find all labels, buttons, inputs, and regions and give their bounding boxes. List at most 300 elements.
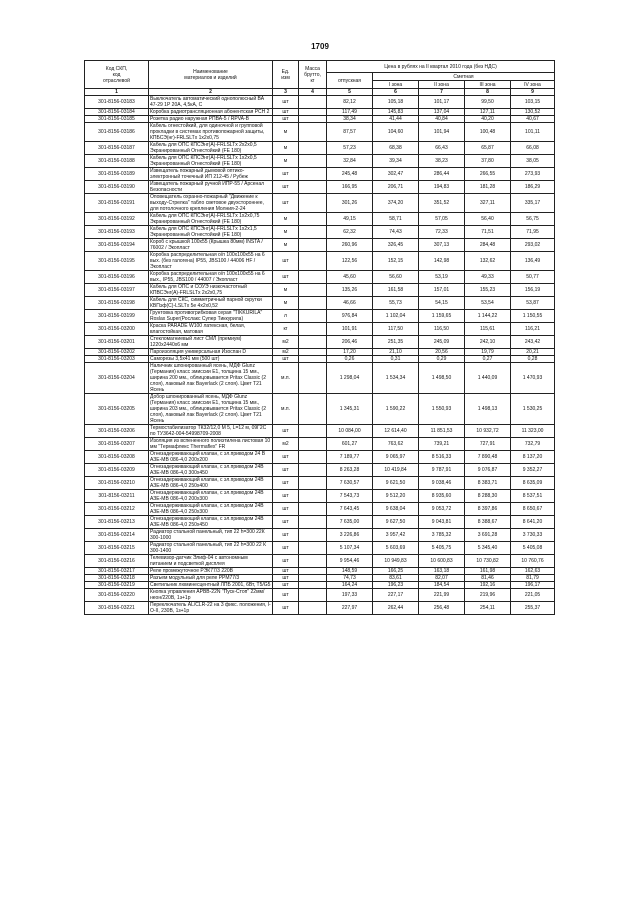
row-release-price: 57,23 [327,142,373,155]
row-zone-1-price: 145,83 [373,109,419,116]
row-code: 301-8156-03207 [85,438,149,451]
row-zone-1-price: 152,15 [373,252,419,271]
row-mass [299,568,327,575]
row-zone-1-price: 9 065,97 [373,451,419,464]
row-name: Стекломагниевый лист СМЛ (премиум) 1220x2440x6 мм [149,336,273,349]
row-unit: м [273,226,299,239]
row-mass [299,349,327,356]
row-release-price: 301,26 [327,194,373,213]
row-zone-4-price: 116,21 [511,323,555,336]
row-zone-1-price: 1 102,04 [373,310,419,323]
row-zone-1-price: 9 627,50 [373,516,419,529]
row-release-price: 7 630,57 [327,477,373,490]
row-unit: шт [273,356,299,363]
row-unit: шт [273,271,299,284]
row-mass [299,323,327,336]
row-code: 301-8156-03199 [85,310,149,323]
row-zone-2-price: 221,99 [419,589,465,602]
row-zone-4-price: 56,75 [511,213,555,226]
table-row [85,123,555,142]
row-zone-4-price: 162,63 [511,568,555,575]
row-zone-4-price: 20,21 [511,349,555,356]
row-unit: шт [273,168,299,181]
table-row [85,542,555,555]
row-zone-3-price: 49,33 [465,271,511,284]
row-mass [299,555,327,568]
row-code: 301-8156-03191 [85,194,149,213]
row-zone-1-price: 262,44 [373,602,419,615]
row-zone-2-price: 11 851,53 [419,425,465,438]
row-release-price: 45,60 [327,271,373,284]
row-zone-1-price: 41,44 [373,116,419,123]
row-unit: шт [273,490,299,503]
row-zone-3-price: 266,55 [465,168,511,181]
row-release-price: 17,20 [327,349,373,356]
column-number: 4 [299,89,327,96]
row-code: 301-8156-03185 [85,116,149,123]
row-name: Огнезадерживающий клапан, с эл.приводом 24В АЗЕ-МВ 086-4,0 200x300 [149,490,273,503]
row-code: 301-8156-03209 [85,464,149,477]
row-zone-4-price: 8 137,20 [511,451,555,464]
row-unit: шт [273,542,299,555]
table-row [85,464,555,477]
header-zone-1: I зона [373,81,419,89]
row-zone-4-price: 255,37 [511,602,555,615]
row-unit: шт [273,181,299,194]
row-zone-1-price: 21,10 [373,349,419,356]
row-unit: шт [273,116,299,123]
row-code: 301-8156-03212 [85,503,149,516]
row-unit: м.п. [273,394,299,425]
header-unit: Ед. изм [273,61,299,89]
row-zone-4-price: 8 641,20 [511,516,555,529]
row-zone-3-price: 132,62 [465,252,511,271]
row-zone-4-price: 186,29 [511,181,555,194]
row-zone-2-price: 194,83 [419,181,465,194]
row-unit: шт [273,503,299,516]
row-name: Телевизор-датчик Элиф-04 с автономным питанием и подсветкой дисплея [149,555,273,568]
row-zone-3-price: 254,11 [465,602,511,615]
row-zone-2-price: 10 600,83 [419,555,465,568]
row-release-price: 1 298,04 [327,363,373,394]
table-row [85,142,555,155]
row-zone-2-price: 38,23 [419,155,465,168]
table-row [85,582,555,589]
row-zone-4-price: 10 760,76 [511,555,555,568]
row-name: Выключатель автоматический однополюсный ВА 47-29 1Р 20А, 4,5кА, С [149,96,273,109]
row-zone-3-price: 10 932,72 [465,425,511,438]
row-release-price: 7 189,77 [327,451,373,464]
row-zone-2-price: 9 787,91 [419,464,465,477]
table-row [85,239,555,252]
table-row [85,490,555,503]
row-mass [299,297,327,310]
table-row [85,168,555,181]
row-name: Краска PARADE W100 латексная, белая, влагостойкая, матовая [149,323,273,336]
row-zone-3-price: 8 388,67 [465,516,511,529]
row-name: Извещатель пожарный дымовой оптико-электронный точечный ИП 212-45 / Рубеж [149,168,273,181]
table-row [85,425,555,438]
row-zone-3-price: 40,20 [465,116,511,123]
row-zone-2-price: 5 405,75 [419,542,465,555]
row-zone-2-price: 739,21 [419,438,465,451]
table-row [85,589,555,602]
row-zone-2-price: 8 935,60 [419,490,465,503]
row-unit: шт [273,464,299,477]
table-row [85,194,555,213]
row-zone-4-price: 221,05 [511,589,555,602]
row-zone-1-price: 763,62 [373,438,419,451]
row-zone-3-price: 219,96 [465,589,511,602]
row-unit: шт [273,109,299,116]
row-zone-3-price: 65,87 [465,142,511,155]
row-zone-3-price: 9 076,87 [465,464,511,477]
row-zone-1-price: 12 614,40 [373,425,419,438]
row-mass [299,464,327,477]
column-number: 3 [273,89,299,96]
table-row [85,109,555,116]
row-name: Кабель для ОПС КПСЭнг(А)-FRLSLTх 1x2x1,5 Экранированный Огнестойкий (FE 180) [149,226,273,239]
column-number: 6 [373,89,419,96]
row-zone-2-price: 54,15 [419,297,465,310]
row-unit: шт [273,96,299,109]
row-zone-2-price: 3 785,32 [419,529,465,542]
row-name: Короб с крышкой 100x55 (Крышка 80мм) INSTA / 76002 / Экоплаcт [149,239,273,252]
row-zone-1-price: 9 638,04 [373,503,419,516]
table-row [85,555,555,568]
row-zone-2-price: 40,84 [419,116,465,123]
row-zone-2-price: 53,19 [419,271,465,284]
row-zone-4-price: 1 530,25 [511,394,555,425]
row-code: 301-8156-03190 [85,181,149,194]
row-zone-3-price: 5 345,40 [465,542,511,555]
row-zone-2-price: 245,09 [419,336,465,349]
table-row [85,213,555,226]
row-mass [299,226,327,239]
row-name: Огнезадерживающий клапан, с эл.приводом 24В АЗЕ-МВ 086-4,0 250x450 [149,516,273,529]
row-mass [299,123,327,142]
row-mass [299,490,327,503]
row-mass [299,116,327,123]
row-release-price: 227,97 [327,602,373,615]
row-unit: шт [273,555,299,568]
row-code: 301-8156-03214 [85,529,149,542]
row-code: 301-8156-03183 [85,96,149,109]
row-release-price: 101,91 [327,323,373,336]
row-code: 301-8156-03213 [85,516,149,529]
row-mass [299,181,327,194]
row-release-price: 9 954,46 [327,555,373,568]
row-name: Грунтовка противогрибковая серая "TIKKURILA" Roslax Super(Рослакс Супер Тиккурила) [149,310,273,323]
row-release-price: 122,56 [327,252,373,271]
header-zone-2: II зона [419,81,465,89]
table-row [85,336,555,349]
table-row [85,116,555,123]
row-zone-4-price: 196,17 [511,582,555,589]
row-name: Радиатор стальной панельный, тип 22 h=300 22 К 300-1400 [149,542,273,555]
table-row [85,284,555,297]
page-number: 1709 [311,42,329,51]
row-zone-2-price: 20,56 [419,349,465,356]
row-unit: м [273,284,299,297]
row-zone-3-price: 242,10 [465,336,511,349]
row-zone-3-price: 81,46 [465,575,511,582]
table-row [85,349,555,356]
row-mass [299,516,327,529]
row-release-price: 1 345,31 [327,394,373,425]
row-name: Саморезы 3,5х41 мм (500 шт) [149,356,273,363]
row-unit: м2 [273,336,299,349]
row-zone-2-price: 101,17 [419,96,465,109]
row-release-price: 245,48 [327,168,373,181]
table-row [85,516,555,529]
row-zone-4-price: 243,42 [511,336,555,349]
row-release-price: 82,12 [327,96,373,109]
row-code: 301-8156-03205 [85,394,149,425]
table-row [85,181,555,194]
row-name: Переключатель AL/CLR-22 на 3 фикс. положения, I-O-II, 230В, 1з+1р [150,602,271,614]
row-zone-1-price: 55,73 [373,297,419,310]
row-unit: м2 [273,438,299,451]
row-zone-1-price: 1 534,34 [373,363,419,394]
row-zone-2-price: 66,43 [419,142,465,155]
row-zone-2-price: 116,50 [419,323,465,336]
row-name: Пароизоляция универсальная Изоспан D [149,349,273,356]
row-zone-4-price: 8 635,09 [511,477,555,490]
row-zone-4-price: 81,79 [511,575,555,582]
row-zone-4-price: 130,52 [511,109,555,116]
row-release-price: 49,15 [327,213,373,226]
row-zone-3-price: 155,23 [465,284,511,297]
row-mass [299,252,327,271]
table-row [85,271,555,284]
row-unit: м.п. [273,363,299,394]
table-row [85,96,555,109]
row-name: Светильник люминесцентный ЛПБ 2001, 6Вт, Т5/G5 [149,582,273,589]
row-code: 301-8156-03194 [85,239,149,252]
row-zone-3-price: 7 890,48 [465,451,511,464]
row-name: Изоляция из вспененного полиэтилена листовая 10 мм "Термафлекс Thermaflex" FR [149,438,273,451]
table-row [85,602,555,615]
row-zone-3-price: 1 498,13 [465,394,511,425]
row-unit: м2 [273,349,299,356]
row-zone-3-price: 8 288,30 [465,490,511,503]
row-unit: кг [273,323,299,336]
row-mass [299,239,327,252]
header-mass: Масса брутто, кг [299,61,327,89]
row-code: 301-8156-03220 [85,589,149,602]
table-row [85,503,555,516]
row-release-price: 7 643,45 [327,503,373,516]
row-zone-2-price: 57,05 [419,213,465,226]
row-name: Добор шпонированный ясень, МДФ Glunz (Германия) класс эмиссии Е1, толщина 15 мм., ширина 203 мм., облицовывается Pritax Classic (2 слоя), лаковый лак Bayerlack (2 слоя). Цвет Т21 Ясень [149,394,273,425]
row-zone-1-price: 9 621,50 [373,477,419,490]
row-code: 301-8156-03221 [85,602,149,615]
table-row [85,394,555,425]
row-zone-1-price: 166,25 [373,568,419,575]
row-zone-3-price: 1 144,22 [465,310,511,323]
column-number: 9 [511,89,555,96]
row-zone-4-price: 293,02 [511,239,555,252]
table-row [85,529,555,542]
row-zone-4-price: 9 352,27 [511,464,555,477]
row-zone-4-price: 0,28 [511,356,555,363]
row-code: 301-8156-03201 [85,336,149,349]
row-code: 301-8156-03186 [85,123,149,142]
row-code: 301-8156-03195 [85,252,149,271]
row-zone-3-price: 284,48 [465,239,511,252]
row-zone-2-price: 9 043,81 [419,516,465,529]
row-zone-2-price: 9 038,46 [419,477,465,490]
table-row [85,323,555,336]
row-release-price: 62,32 [327,226,373,239]
row-code: 301-8156-03188 [85,155,149,168]
row-name: Коробка распределительная о/п 100x100x55 на 6 вых., IP55, JBS100 / 44007 / Экопласт [149,271,273,284]
row-mass [299,213,327,226]
row-release-price: 164,24 [327,582,373,589]
row-name: Кабель для ОПС и СОУЭ низкочастотный КПВСЭнг(А)-FRLSLTх 2x2x0,75 [149,284,273,297]
row-unit: шт [273,451,299,464]
row-code: 301-8156-03208 [85,451,149,464]
row-release-price: 74,73 [327,575,373,582]
row-zone-3-price: 192,16 [465,582,511,589]
row-zone-3-price: 0,27 [465,356,511,363]
row-zone-4-price: 1 150,55 [511,310,555,323]
row-zone-1-price: 10 949,83 [373,555,419,568]
row-release-price: 601,27 [327,438,373,451]
row-zone-3-price: 8 397,86 [465,503,511,516]
row-release-price: 87,57 [327,123,373,142]
row-zone-3-price: 19,79 [465,349,511,356]
row-unit: м [273,297,299,310]
row-zone-4-price: 103,15 [511,96,555,109]
row-unit: м [273,142,299,155]
row-code: 301-8156-03203 [85,356,149,363]
row-code: 301-8156-03219 [85,582,149,589]
row-code: 301-8156-03192 [85,213,149,226]
row-zone-3-price: 37,80 [465,155,511,168]
row-zone-4-price: 66,08 [511,142,555,155]
row-mass [299,194,327,213]
row-mass [299,96,327,109]
price-table [84,60,555,615]
row-release-price: 260,96 [327,239,373,252]
row-zone-2-price: 8 516,33 [419,451,465,464]
row-zone-4-price: 11 323,00 [511,425,555,438]
row-code: 301-8156-03211 [85,490,149,503]
row-zone-3-price: 161,98 [465,568,511,575]
row-zone-1-price: 374,20 [373,194,419,213]
row-release-price: 10 084,00 [327,425,373,438]
row-code: 301-8156-03206 [85,425,149,438]
row-zone-3-price: 10 730,82 [465,555,511,568]
row-name: Коробка радиотрансляционная абонентская РСН 2 [149,109,273,116]
row-zone-4-price: 38,05 [511,155,555,168]
row-code: 301-8156-03200 [85,323,149,336]
row-release-price: 117,49 [327,109,373,116]
row-zone-2-price: 101,94 [419,123,465,142]
row-release-price: 166,95 [327,181,373,194]
row-zone-2-price: 82,07 [419,575,465,582]
row-zone-4-price: 50,77 [511,271,555,284]
row-unit: шт [273,516,299,529]
row-zone-1-price: 9 512,20 [373,490,419,503]
row-code: 301-8156-03202 [85,349,149,356]
row-zone-3-price: 3 691,28 [465,529,511,542]
row-name: Извещатель пожарный ручной ИПР-55 / Арсенал Безопасности [149,181,273,194]
row-zone-3-price: 56,40 [465,213,511,226]
row-release-price: 976,84 [327,310,373,323]
table-row [85,356,555,363]
row-release-price: 135,26 [327,284,373,297]
row-zone-2-price: 163,18 [419,568,465,575]
row-zone-1-price: 227,17 [373,589,419,602]
row-zone-1-price: 83,61 [373,575,419,582]
row-zone-4-price: 732,79 [511,438,555,451]
row-zone-3-price: 99,50 [465,96,511,109]
row-name: Огнезадерживающий клапан, с эл.приводом 24 В АЗЕ-МВ 086-4,0 200x200 [149,451,273,464]
row-zone-3-price: 71,51 [465,226,511,239]
row-unit: шт [273,568,299,575]
row-zone-3-price: 115,61 [465,323,511,336]
row-unit: шт [273,602,299,615]
row-mass [299,271,327,284]
row-zone-1-price: 10 419,84 [373,464,419,477]
row-mass [299,575,327,582]
row-release-price: 197,33 [327,589,373,602]
row-zone-1-price: 5 603,69 [373,542,419,555]
row-zone-3-price: 53,54 [465,297,511,310]
row-zone-2-price: 157,01 [419,284,465,297]
table-row [85,575,555,582]
row-zone-1-price: 0,31 [373,356,419,363]
row-zone-4-price: 1 470,93 [511,363,555,394]
table-row [85,477,555,490]
row-name: Кабель огнестойкий, для одиночной и групповой прокладки в системах противопожарной защиты, КПБСЭ(нг)-FRLSLTx 1x2x0,75 [149,123,273,142]
row-mass [299,109,327,116]
row-mass [299,142,327,155]
row-release-price: 3 226,86 [327,529,373,542]
row-zone-1-price: 206,71 [373,181,419,194]
row-name: Радиатор стальной панельный, тип 22 h=300 22К 300-1000 [149,529,273,542]
row-zone-3-price: 327,11 [465,194,511,213]
row-name: Кнопка управления АРВВ-22N "Пуск-Стоп" 22мм/неон/220В, 1з+1р [149,589,273,602]
row-code: 301-8156-03217 [85,568,149,575]
row-zone-4-price: 335,17 [511,194,555,213]
row-name: Кабель для СКС, симметричный парной скрутки КВПэф(С)-LSLTx 5е 4x2x0,52 [149,297,273,310]
row-unit: м [273,239,299,252]
table-header [85,61,555,96]
table-row [85,568,555,575]
row-mass [299,284,327,297]
row-mass [299,155,327,168]
row-zone-2-price: 184,54 [419,582,465,589]
row-name: Кабель для ОПС КПСЭнг(А)-FRLSLTх 1x2x0,5 Экранированный Огнестойкий (FE 180) [149,155,273,168]
table-body [85,96,555,615]
row-zone-3-price: 127,11 [465,109,511,116]
row-zone-4-price: 3 730,33 [511,529,555,542]
row-code: 301-8156-03193 [85,226,149,239]
row-zone-4-price: 273,93 [511,168,555,181]
row-mass [299,336,327,349]
header-estimate: Сметная [373,73,555,81]
row-unit: шт [273,477,299,490]
row-code: 301-8156-03215 [85,542,149,555]
row-mass [299,356,327,363]
row-name: Огнезадерживающий клапан, с эл.приводом 24В АЗЕ-МВ 086-4,0 250x400 [149,477,273,490]
row-zone-3-price: 1 440,09 [465,363,511,394]
row-zone-2-price: 9 053,72 [419,503,465,516]
